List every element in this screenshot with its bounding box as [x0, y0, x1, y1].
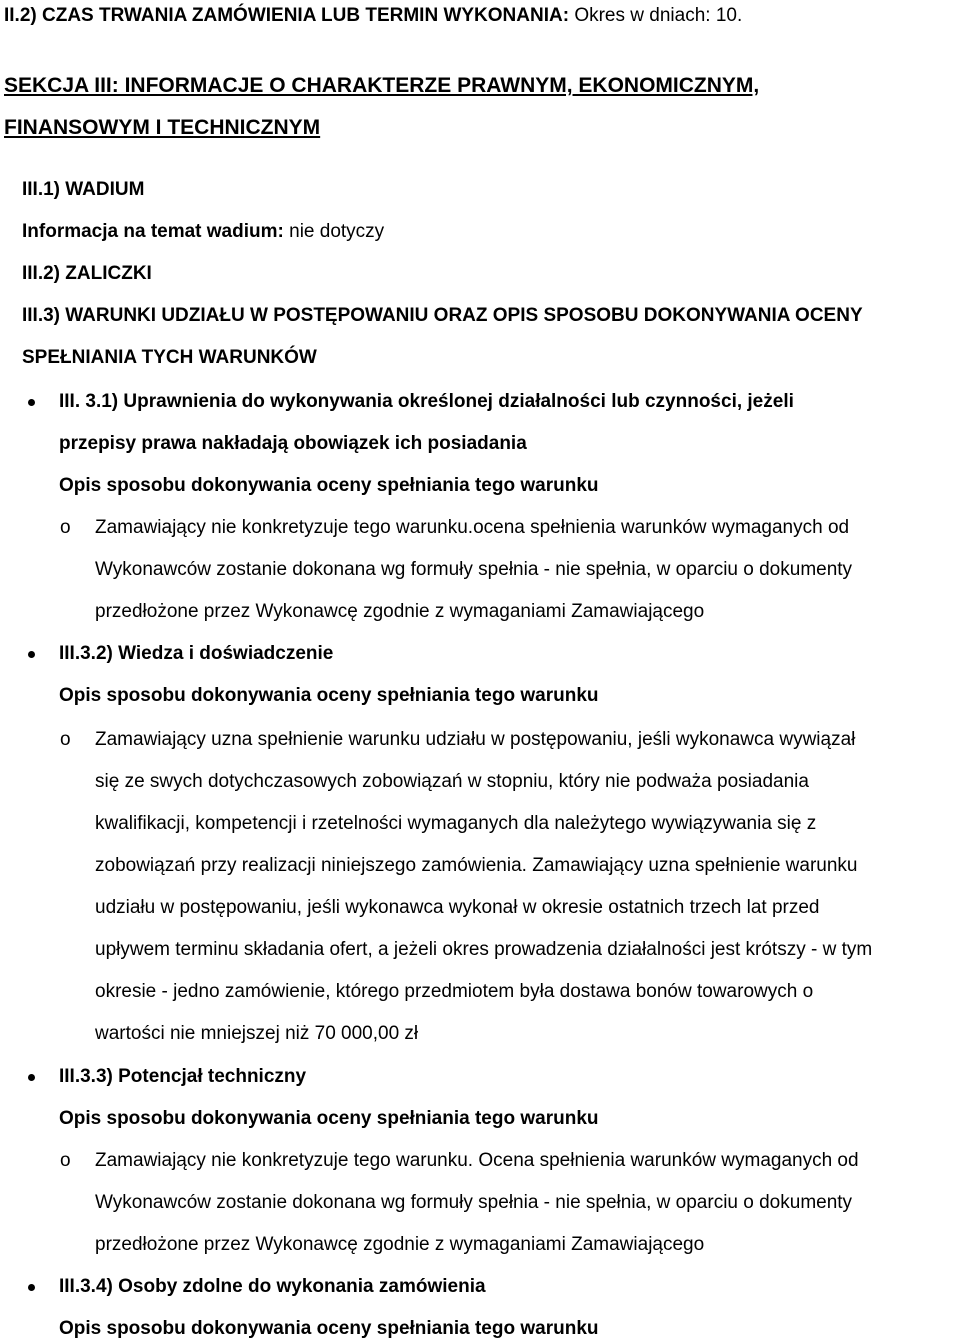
sub-bullet: o [60, 729, 71, 750]
list-bullet [28, 1074, 35, 1081]
list-bullet [28, 651, 35, 658]
opis-label: Opis sposobu dokonywania oceny spełniania tego warunku [59, 1108, 599, 1129]
opis-label: Opis sposobu dokonywania oceny spełniania tego warunku [59, 685, 599, 706]
duration-value: Okres w dniach: 10. [574, 5, 743, 26]
condition-body-line: Wykonawców zostanie dokonana wg formuły spełnia - nie spełnia, w oparciu o dokumenty [95, 559, 853, 580]
condition-heading: III.3.2) Wiedza i doświadczenie [59, 643, 334, 664]
sub-bullet: o [60, 517, 71, 538]
condition-body-line: przedłożone przez Wykonawcę zgodnie z wymaganiami Zamawiającego [95, 1234, 705, 1255]
condition-body-line: się ze swych dotychczasowych zobowiązań w stopniu, który nie podważa posiadania [95, 771, 809, 792]
duration-line [4, 4, 742, 28]
opis-label: Opis sposobu dokonywania oceny spełniania tego warunku [59, 475, 599, 496]
condition-body-line: Zamawiający nie konkretyzuje tego warunku.ocena spełnienia warunków wymaganych od [95, 517, 850, 538]
wadium-info [22, 220, 384, 244]
condition-body-line: wartości nie mniejszej niż 70 000,00 zł [95, 1023, 419, 1044]
sub-bullet: o [60, 1150, 71, 1171]
duration-label: II.2) CZAS TRWANIA ZAMÓWIENIA LUB TERMIN WYKONANIA: [4, 5, 570, 26]
condition-heading: przepisy prawa nakładają obowiązek ich posiadania [59, 433, 527, 454]
condition-body-line: Zamawiający uzna spełnienie warunku udziału w postępowaniu, jeśli wykonawca wywiązał [95, 729, 856, 750]
section-title-line-2: FINANSOWYM I TECHNICZNYM [4, 116, 321, 139]
condition-heading: III.3.4) Osoby zdolne do wykonania zamówienia [59, 1276, 486, 1297]
warunki-heading-line-1: III.3) WARUNKI UDZIAŁU W POSTĘPOWANIU ORAZ OPIS SPOSOBU DOKONYWANIA OCENY [22, 305, 863, 326]
warunki-heading-line-2: SPEŁNIANIA TYCH WARUNKÓW [22, 347, 317, 368]
wadium-value: nie dotyczy [289, 221, 385, 242]
condition-body-line: zobowiązań przy realizacji niniejszego zamówienia. Zamawiający uzna spełnienie warunku [95, 855, 858, 876]
condition-heading: III. 3.1) Uprawnienia do wykonywania określonej działalności lub czynności, jeżeli [59, 391, 794, 412]
condition-body-line: Wykonawców zostanie dokonana wg formuły spełnia - nie spełnia, w oparciu o dokumenty [95, 1192, 853, 1213]
list-bullet [28, 399, 35, 406]
condition-body-line: Zamawiający nie konkretyzuje tego warunku. Ocena spełnienia warunków wymaganych od [95, 1150, 859, 1171]
wadium-label: Informacja na temat wadium: [22, 221, 284, 242]
wadium-heading: III.1) WADIUM [22, 179, 145, 200]
list-bullet [28, 1284, 35, 1291]
condition-body-line: kwalifikacji, kompetencji i rzetelności wymaganych dla należytego wywiązywania się z [95, 813, 817, 834]
condition-body-line: udziału w postępowaniu, jeśli wykonawca wykonał w okresie ostatnich trzech lat przed [95, 897, 820, 918]
condition-body-line: upływem terminu składania ofert, a jeżeli okres prowadzenia działalności jest krótszy - w tym [95, 939, 873, 960]
condition-heading: III.3.3) Potencjał techniczny [59, 1066, 307, 1087]
condition-body-line: okresie - jedno zamówienie, którego przedmiotem była dostawa bonów towarowych o [95, 981, 814, 1002]
condition-body-line: przedłożone przez Wykonawcę zgodnie z wymaganiami Zamawiającego [95, 601, 705, 622]
zaliczki-heading: III.2) ZALICZKI [22, 263, 152, 284]
opis-label: Opis sposobu dokonywania oceny spełniania tego warunku [59, 1318, 599, 1339]
section-title-line-1: SEKCJA III: INFORMACJE O CHARAKTERZE PRAWNYM, EKONOMICZNYM, [4, 74, 760, 97]
